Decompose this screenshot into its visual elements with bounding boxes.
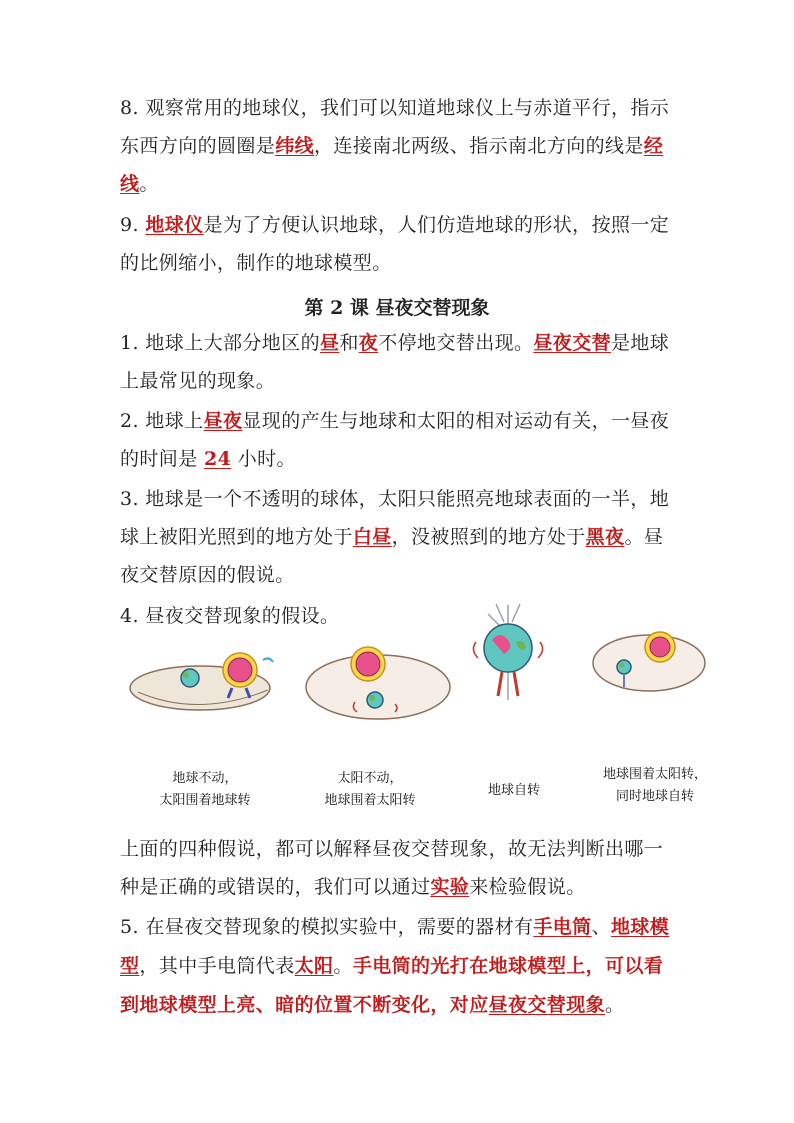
earth-icon [620,663,625,668]
p6-bold-text: 手电筒的光打在地球模型上，可以看 [352,955,664,977]
p1-text: 是地球 [611,332,670,354]
illustration-earth-orbits-and-rotates [590,625,708,695]
caption-hypothesis-1 [130,768,280,812]
p6-text: 。 [333,955,353,977]
answer-shoudiantong: 手电筒 [533,916,592,938]
p6-bold-text: 到地球模型上亮、暗的位置不断变化，对应 [120,994,489,1016]
p5-text: 上面的四种假说，都可以解释昼夜交替现象，故无法判断出哪一 [120,838,664,860]
p6-text: 5. 在昼夜交替现象的模拟实验中，需要的器材有 [120,916,534,938]
illustration-earth-rotates [466,600,551,710]
answer-ye: 夜 [358,332,379,354]
earth-icon [183,672,189,678]
p3-line-1 [120,488,680,511]
p2-line-1 [120,410,680,433]
earth-icon [369,695,375,701]
p1-line-1 [120,332,680,355]
p3-text: 3. 地球是一个不透明的球体，太阳只能照亮地球表面的一半，地 [120,488,670,510]
p2-line-2 [120,448,680,471]
answer-zhou: 昼 [319,332,340,354]
p3-text: 。昼 [624,526,664,548]
q8-text: 东西方向的圆圈是 [120,135,276,157]
answer-jingxian-part2: 线 [120,173,140,195]
p5-text: 种是正确的或错误的，我们可以通过 [120,876,431,898]
p6-line-2 [120,955,680,978]
q8-line-2 [120,135,680,158]
p3-text: 夜交替原因的假说。 [120,564,295,586]
p2-text: 小时。 [231,448,296,470]
q9-text: 的比例缩小，制作的地球模型。 [120,252,392,274]
answer-heiye: 黑夜 [585,526,625,548]
p3-line-2 [120,526,680,549]
illustration-sun-still-earth-orbits [303,642,453,727]
p2-text: 显现的产生与地球和太阳的相对运动有关，一昼夜 [242,410,670,432]
caption-hypothesis-3 [455,780,573,802]
p2-text: 的时间是 [120,448,205,470]
answer-zhouye: 昼夜 [203,410,243,432]
p5-line-2 [120,876,680,899]
answer-jingxian-part1: 经 [643,135,664,157]
p4-text: 4. 昼夜交替现象的假设。 [120,605,340,627]
caption-text: 太阳不动， [337,771,403,786]
answer-weixian: 纬线 [275,135,315,157]
lesson-title: 第 2 课 昼夜交替现象 [304,297,490,319]
q8-line-1 [120,97,680,120]
q8-text: 8. 观察常用的地球仪，我们可以知道地球仪上与赤道平行，指示 [120,97,670,119]
p2-text: 2. 地球上 [120,410,204,432]
caption-hypothesis-4 [585,764,725,808]
p5-line-1 [120,838,680,861]
caption-text: 同时地球自转 [615,789,694,804]
p1-text: 上最常见的现象。 [120,370,276,392]
answer-diqiumoxing-part2: 型 [120,955,140,977]
answer-baizhou: 白昼 [352,526,392,548]
answer-zhouyejiaoti-xianxiang: 昼夜交替现象 [488,994,606,1016]
q8-text: 。 [139,173,159,195]
q9-line-1 [120,214,680,237]
sun-icon [356,652,380,676]
p6-line-1 [120,916,680,939]
answer-24-hours: 24 [204,448,232,470]
sun-icon [228,658,252,682]
p6-text: 。 [605,994,625,1016]
caption-text: 地球不动， [172,771,238,786]
p1-text: 和 [339,332,359,354]
p1-text: 1. 地球上大部分地区的 [120,332,320,354]
caption-hypothesis-2 [295,768,445,812]
earth-icon [617,660,631,674]
q8-line-3 [120,173,680,196]
p3-text: 球上被阳光照到的地方处于 [120,526,353,548]
p3-text: ，没被照到的地方处于 [391,526,586,548]
sun-icon [650,637,670,657]
caption-text: 地球自转 [487,783,540,798]
axis-line [488,604,520,626]
motion-line-icon [263,658,273,662]
q9-line-2 [120,252,680,275]
q9-text: 是为了方便认识地球，人们仿造地球的形状，按照一定 [203,214,670,236]
p3-line-3 [120,564,680,587]
earth-icon [181,669,199,687]
p5-text: 来检验假说。 [469,876,586,898]
q9-number: 9. [120,214,146,236]
illustration-earth-still-sun-orbits [128,640,278,720]
caption-text: 地球围着太阳转， [602,767,707,782]
answer-taiyang: 太阳 [294,955,334,977]
p6-line-3 [120,994,680,1017]
earth-icon [367,692,383,708]
p1-line-2 [120,370,680,393]
caption-text: 地球围着太阳转 [324,793,416,808]
caption-text: 太阳围着地球转 [159,793,251,808]
answer-diqiumoxing-part1: 地球模 [610,916,670,938]
answer-diqiuyi: 地球仪 [145,214,204,236]
answer-zhouyejiaoti: 昼夜交替 [533,332,611,354]
p6-text: 、 [591,916,611,938]
q8-text: ，连接南北两级、指示南北方向的线是 [314,135,644,157]
p6-text: ，其中手电筒代表 [139,955,295,977]
answer-shiyan: 实验 [430,876,470,898]
p1-text: 不停地交替出现。 [378,332,534,354]
